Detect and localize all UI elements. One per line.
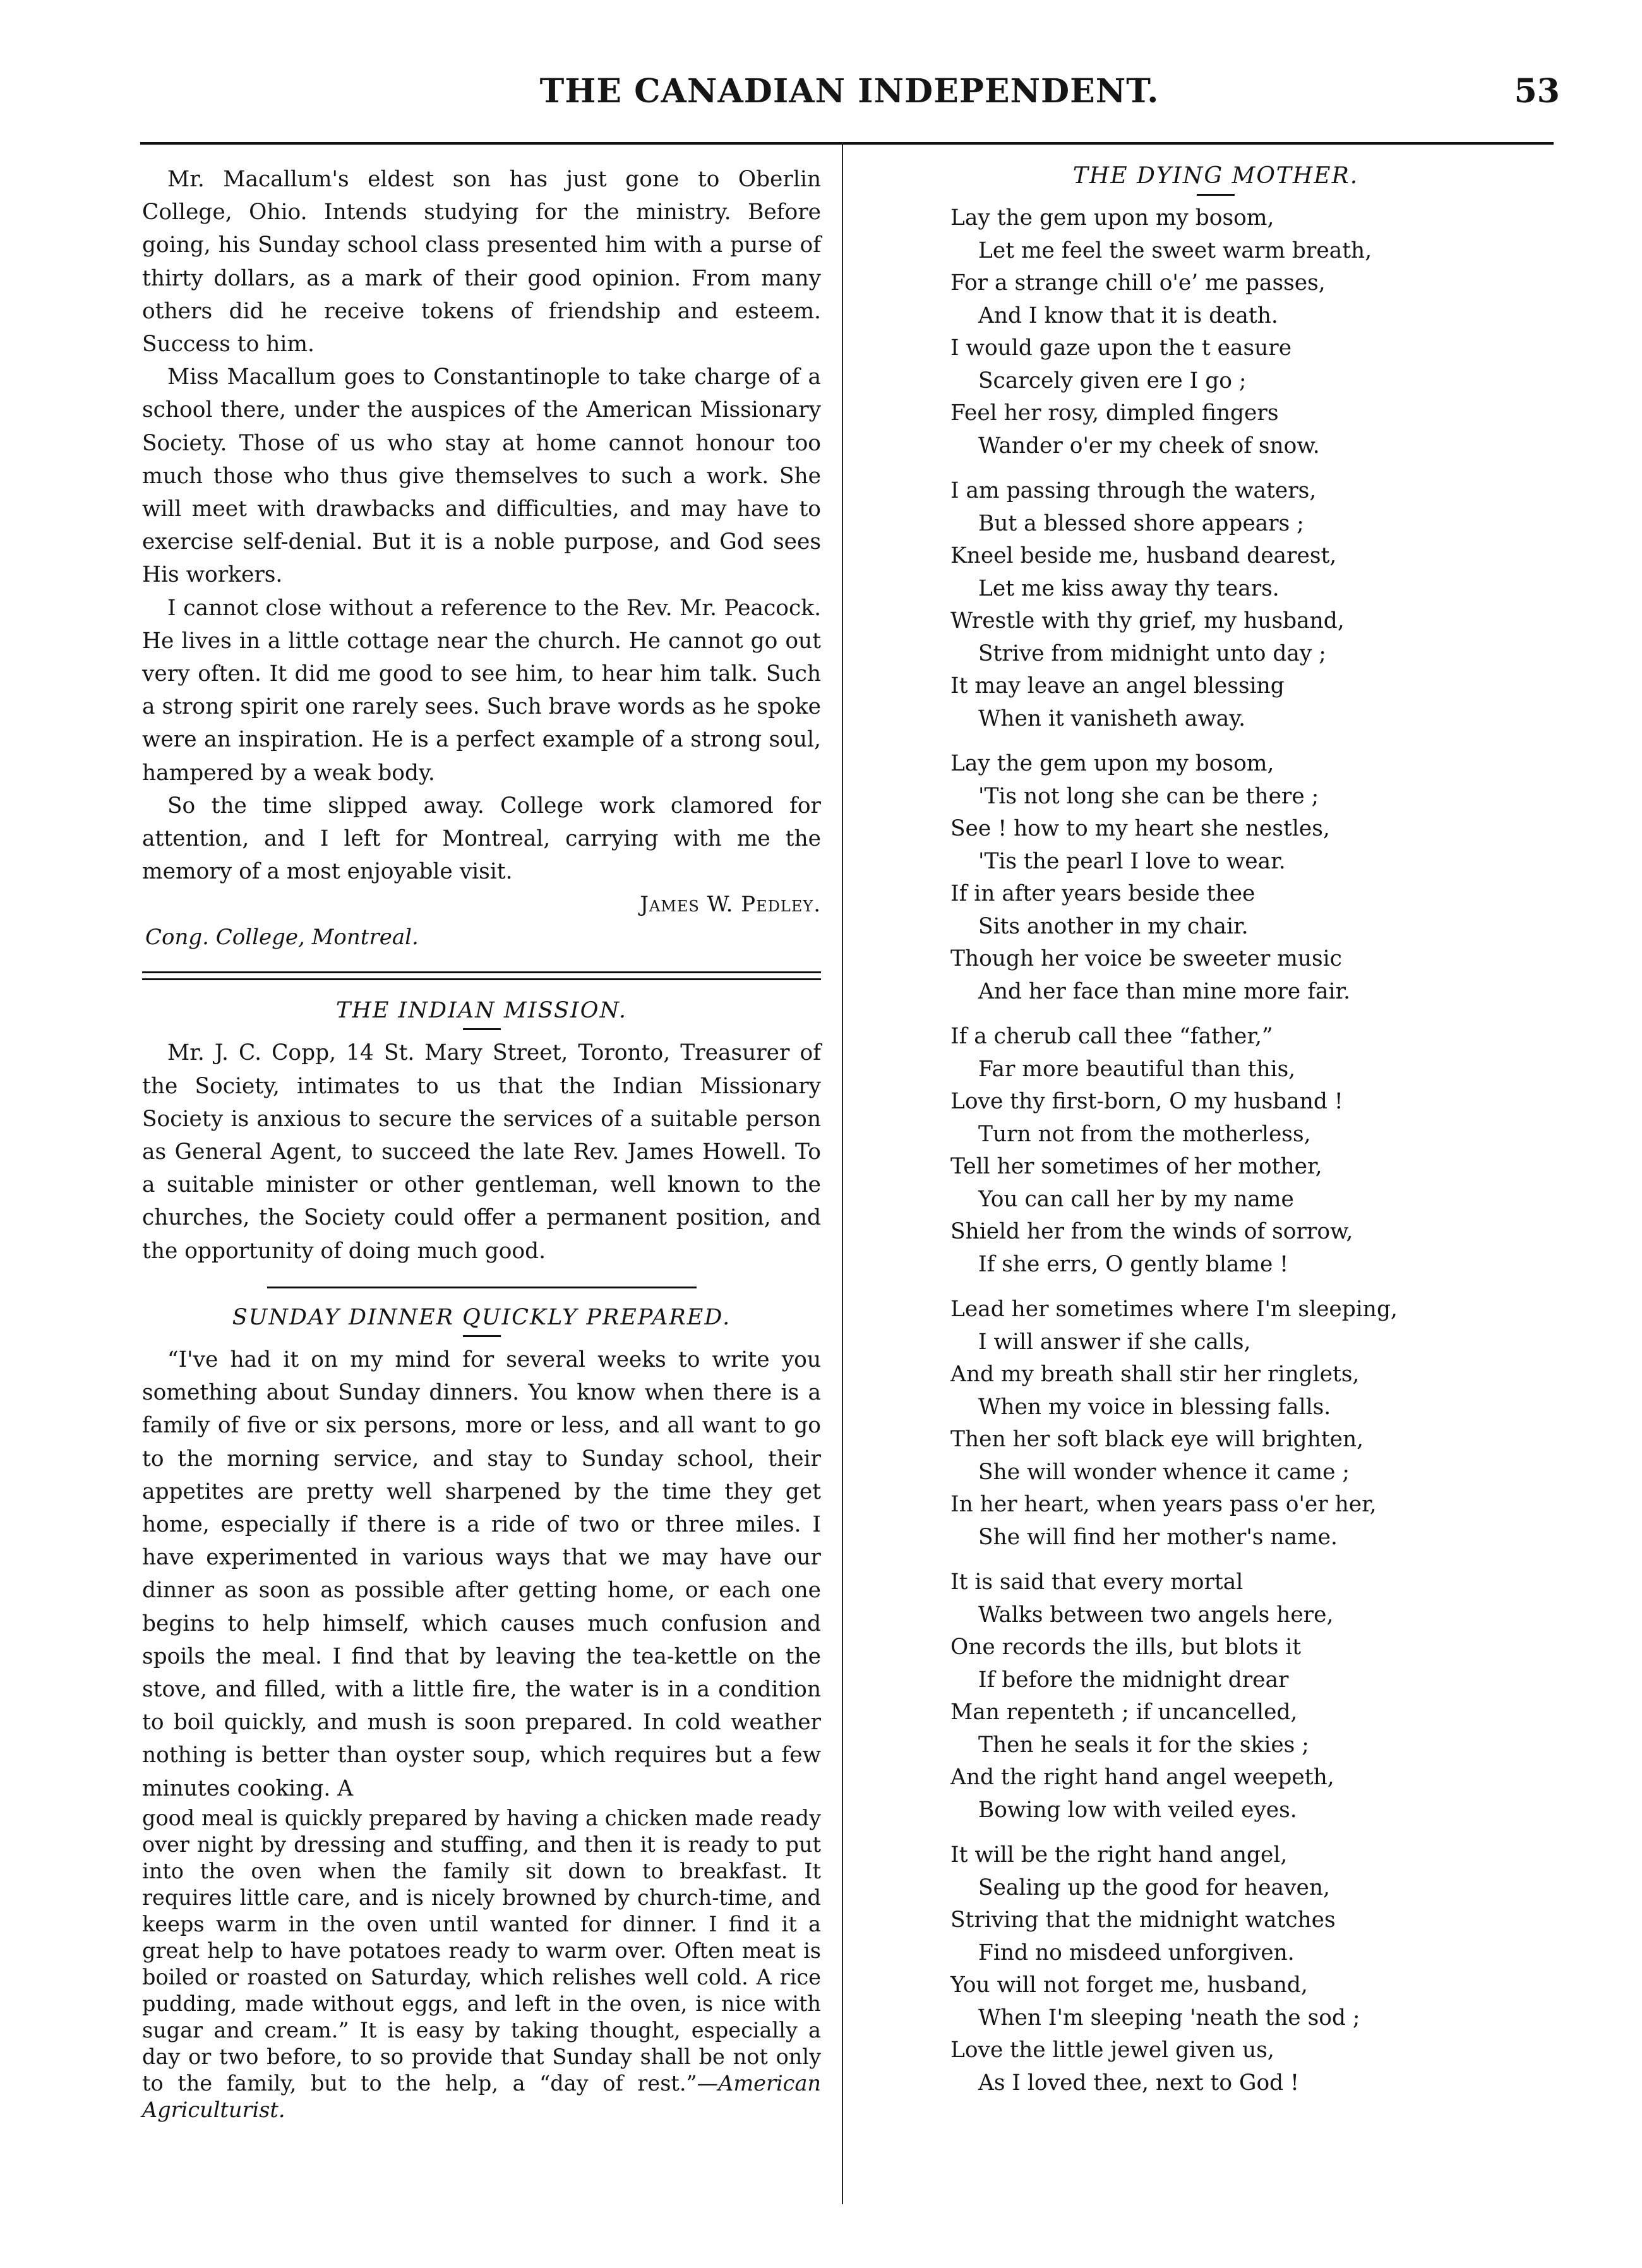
sunday-dinner-text-continued [142, 1805, 821, 2123]
poem-line: Let me feel the sweet warm breath, [978, 237, 1372, 263]
poem-line: 'Tis not long she can be there ; [978, 783, 1319, 809]
right-column [950, 163, 1481, 2112]
poem-line: She will wonder whence it came ; [978, 1459, 1350, 1485]
poem-line: And my breath shall stir her ringlets, [950, 1362, 1360, 1387]
poem-line: Far more beautiful than this, [978, 1056, 1296, 1082]
poem-line: Scarcely given ere I go ; [978, 368, 1247, 393]
title-rule [1197, 194, 1235, 196]
column-divider [842, 142, 843, 2204]
poem-line: And her face than mine more fair. [978, 978, 1351, 1004]
poem-line: Love the little jewel given us, [950, 2037, 1274, 2063]
poem-line: Let me kiss away thy tears. [978, 575, 1279, 601]
publication-title: THE CANADIAN INDEPENDENT. [539, 72, 1160, 111]
poem-line: Shield her from the winds of sorrow, [950, 1219, 1353, 1244]
poem-line: When I'm sleeping 'neath the sod ; [978, 2005, 1360, 2031]
sunday-dinner-title: SUNDAY DINNER QUICKLY PREPARED. [232, 1304, 731, 1330]
section-rule [267, 1287, 697, 1288]
poem-line: Sits another in my chair. [978, 913, 1249, 939]
poem-line: I will answer if she calls, [978, 1329, 1251, 1355]
letter-paragraph: Miss Macallum goes to Constantinople to take charge of a school there, under the auspices of the American Missionary Society. Those of us who stay at home cannot honour too much those who thus give themselves to such a work. She will meet with drawbacks and difficulties, and may have to exercise self-denial. But it is a noble purpose, and God sees His workers. [142, 364, 821, 588]
poem-line: It is said that every mortal [950, 1569, 1243, 1595]
poem-stanza [950, 1839, 1481, 2099]
poem-line: You can call her by my name [978, 1186, 1294, 1212]
poem-line: If before the midnight drear [978, 1667, 1289, 1693]
poem-line: It will be the right hand angel, [950, 1842, 1288, 1868]
poem-line: Man repenteth ; if uncancelled, [950, 1700, 1298, 1725]
poem-line: And I know that it is death. [978, 303, 1278, 328]
poem-line: Bowing low with veiled eyes. [978, 1797, 1297, 1823]
poem-line: One records the ills, but blots it [950, 1635, 1302, 1660]
sunday-dinner-body: good meal is quickly prepared by having a chicken made ready over night by dressing and stuffing, and then it is ready to put into the oven when the family sit down to breakfast. It requires little care, and is nicely browned by church-time, and keeps warm in the oven until wanted for dinner. I find it a great help to have potatoes ready to warm over. Often meat is boiled or roasted on Saturday, which relishes well cold. A rice pudding, made without eggs, and left in the oven, is nice with sugar and cream.” It is easy by taking thought, especially a day or two before, to so provide that Sunday shall be not only to the family, but to the help, a “day of rest.”— [142, 1805, 821, 2096]
poem-line: Tell her sometimes of her mother, [950, 1154, 1322, 1179]
poem-line: It may leave an angel blessing [950, 673, 1285, 699]
title-rule [463, 1028, 501, 1030]
poem-stanza [950, 1293, 1481, 1554]
poem-line: See ! how to my heart she nestles, [950, 816, 1330, 841]
poem-line: For a strange chill o'e’ me passes, [950, 270, 1326, 296]
section-double-rule [142, 971, 821, 980]
poem-line: If in after years beside thee [950, 881, 1255, 906]
poem-line: If a cherub call thee “father,” [950, 1024, 1273, 1049]
letter-dateline: Cong. College, Montreal. [145, 925, 419, 951]
sunday-dinner-text: “I've had it on my mind for several weeks to write you something about Sunday dinners. You know when there is a family of five or six persons, more or less, and all want to go to the morning service, and stay to Sunday school, their appetites are pretty well sharpened by the time they get home, especially if there is a ride of two or three miles. I have experimented in various ways that we may have our dinner as soon as possible after getting home, or each one begins to help himself, which causes much confusion and spoils the meal. I find that by leaving the tea-kettle on the stove, and filled, with a little fire, the water is in a condition to boil quickly, and mush is soon prepared. In cold weather nothing is better than oyster soup, which requires but a few minutes cooking. A [142, 1347, 821, 1801]
poem-line: You will not forget me, husband, [950, 1972, 1308, 1998]
poem-stanza [950, 475, 1481, 735]
poem-line: Lay the gem upon my bosom, [950, 751, 1274, 776]
poem-line: Lay the gem upon my bosom, [950, 205, 1274, 231]
poem-line: When it vanisheth away. [978, 705, 1246, 731]
poem-line: And the right hand angel weepeth, [950, 1765, 1334, 1790]
poem-stanza [950, 1021, 1481, 1281]
poem-line: Love thy first-born, O my husband ! [950, 1089, 1343, 1114]
page-header [139, 44, 1560, 120]
poem-line: Lead her sometimes where I'm sleeping, [950, 1297, 1398, 1322]
poem-line: Striving that the midnight watches [950, 1907, 1336, 1933]
poem-line: Then he seals it for the skies ; [978, 1732, 1309, 1758]
poem-title: THE DYING MOTHER. [1072, 163, 1359, 189]
poem-line: Strive from midnight unto day ; [978, 640, 1326, 666]
poem-stanza [950, 202, 1481, 462]
page-number: 53 [1514, 72, 1560, 111]
left-column [142, 163, 821, 2123]
poem-line: Sealing up the good for heaven, [978, 1875, 1330, 1900]
poem-line: As I loved thee, next to God ! [978, 2070, 1299, 2096]
poem-line: Find no misdeed unforgiven. [978, 1940, 1295, 1965]
indian-mission-title: THE INDIAN MISSION. [336, 998, 627, 1024]
indian-mission-text: Mr. J. C. Copp, 14 St. Mary Street, Toronto, Treasurer of the Society, intimates to us that the Indian Missionary Society is anxious to secure the services of a suitable person as General Agent, to succeed the late Rev. James Howell. To a suitable minister or other gentleman, well known to the churches, the Society could offer a permanent position, and the opportunity of doing much good. [142, 1040, 821, 1264]
poem-line: Turn not from the motherless, [978, 1121, 1311, 1147]
poem-line: I would gaze upon the t easure [950, 335, 1292, 361]
letter-signature: James W. Pedley. [640, 892, 821, 918]
poem-line: I am passing through the waters, [950, 478, 1317, 503]
letter-paragraph: I cannot close without a reference to the Rev. Mr. Peacock. He lives in a little cottage near the church. He cannot go out very often. It did me good to see him, to hear him talk. Such a strong spirit one rarely sees. Such brave words as he spoke were an inspiration. He is a perfect example of a strong soul, hampered by a weak body. [142, 595, 821, 786]
title-rule [463, 1335, 501, 1337]
poem-line: Kneel beside me, husband dearest, [950, 543, 1337, 568]
poem-line: In her heart, when years pass o'er her, [950, 1492, 1377, 1517]
poem-line: Wander o'er my cheek of snow. [978, 433, 1320, 459]
poem-stanza [950, 748, 1481, 1008]
poem-line: Feel her rosy, dimpled fingers [950, 400, 1279, 426]
poem-stanza [950, 1566, 1481, 1827]
poem-line: But a blessed shore appears ; [978, 510, 1304, 536]
letter-paragraph: Mr. Macallum's eldest son has just gone to Oberlin College, Ohio. Intends studying for the ministry. Before going, his Sunday school class presented him with a purse of thirty dollars, as a mark of their good opinion. From many others did he receive tokens of friendship and esteem. Success to him. [142, 167, 821, 357]
poem-line: 'Tis the pearl I love to wear. [978, 848, 1286, 874]
poem-line: Though her voice be sweeter music [950, 946, 1342, 971]
letter-paragraph: So the time slipped away. College work clamored for attention, and I left for Montreal, carrying with me the memory of a most enjoyable visit. [142, 793, 821, 885]
poem-line: Wrestle with thy grief, my husband, [950, 608, 1345, 633]
poem-line: She will find her mother's name. [978, 1524, 1338, 1550]
poem-line: Walks between two angels here, [978, 1602, 1334, 1628]
sunday-dinner-source: American Agriculturist. [142, 2070, 821, 2122]
header-rule [140, 142, 1554, 145]
poem-line: If she errs, O gently blame ! [978, 1251, 1289, 1277]
poem-line: Then her soft black eye will brighten, [950, 1427, 1364, 1452]
poem-line: When my voice in blessing falls. [978, 1394, 1331, 1420]
